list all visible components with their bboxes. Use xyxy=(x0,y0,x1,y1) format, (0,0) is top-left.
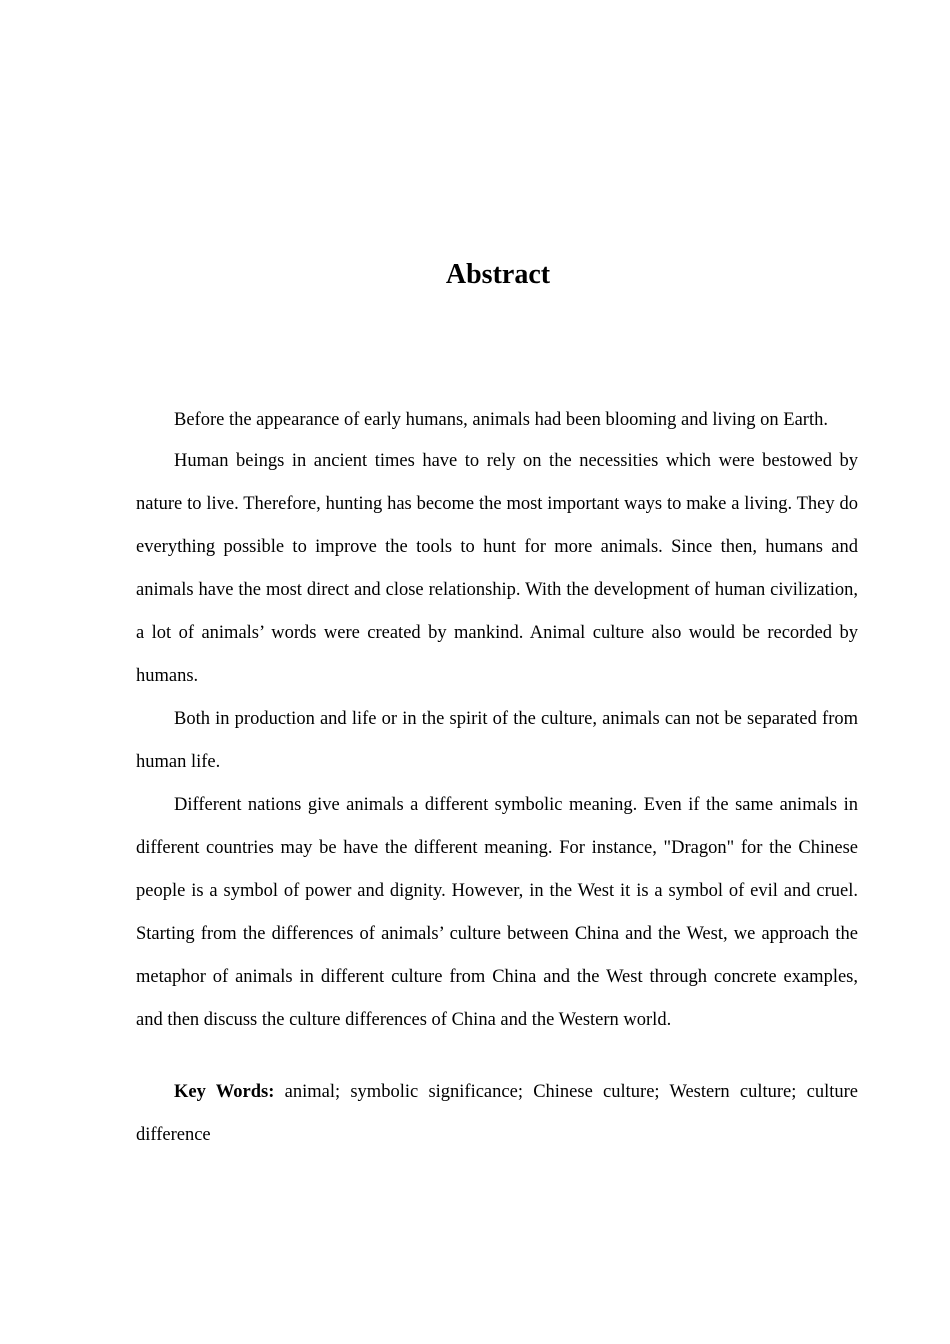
page-title: Abstract xyxy=(445,259,551,290)
keywords-label: Key Words: xyxy=(174,1082,275,1102)
abstract-body xyxy=(136,400,858,1042)
abstract-paragraph: Before the appearance of early humans, animals had been blooming and living on Earth. xyxy=(174,410,828,430)
abstract-paragraph: Human beings in ancient times have to rely on the necessities which were bestowed by nature to live. Therefore, hunting has become the most important ways to make a living. They do everything possible to improve the tools to hunt for more animals. Since then, humans and animals have the most direct and close relationship. With the development of human civilization, a lot of animals’ words were created by mankind. Animal culture also would be recorded by humans. xyxy=(136,451,858,686)
keywords-text: animal; symbolic significance; Chinese culture; Western culture; culture difference xyxy=(136,1082,859,1145)
abstract-paragraph: Both in production and life or in the spirit of the culture, animals can not be separated from human life. xyxy=(136,709,858,772)
abstract-paragraph: Different nations give animals a different symbolic meaning. Even if the same animals in different countries may be have the different meaning. For instance, "Dragon" for the Chinese people is a symbol of power and dignity. However, in the West it is a symbol of evil and cruel. Starting from the differences of animals’ culture between China and the West, we approach the metaphor of animals in different culture from China and the West through concrete examples, and then discuss the culture differences of China and the Western world. xyxy=(136,795,858,1030)
keywords-section xyxy=(136,1071,858,1157)
